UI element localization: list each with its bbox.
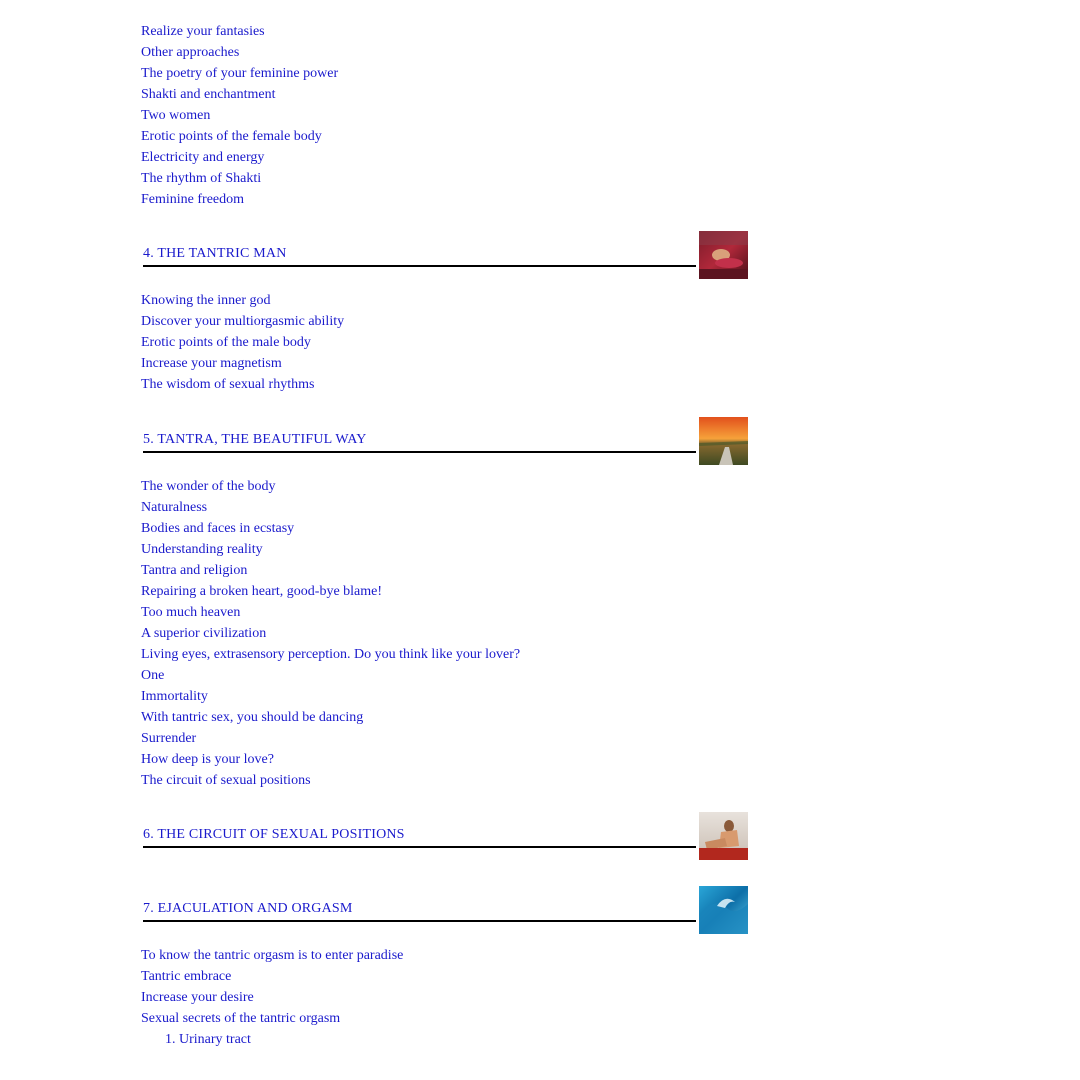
toc-link-tantric-orgasm-paradise[interactable]: To know the tantric orgasm is to enter paradise xyxy=(141,948,404,963)
toc-link-tantric-dancing[interactable]: With tantric sex, you should be dancing xyxy=(141,710,364,725)
section-heading-7-label[interactable]: 7. EJACULATION AND ORGASM xyxy=(143,901,353,916)
toc-link-surrender[interactable]: Surrender xyxy=(141,731,197,746)
toc-link-tantric-embrace[interactable]: Tantric embrace xyxy=(141,969,232,984)
toc-link-electricity-energy[interactable]: Electricity and energy xyxy=(141,150,265,165)
toc-link-shakti-enchantment[interactable]: Shakti and enchantment xyxy=(141,87,276,102)
toc-link-wisdom-sexual-rhythms[interactable]: The wisdom of sexual rhythms xyxy=(141,377,315,392)
toc-link-understanding-reality[interactable]: Understanding reality xyxy=(141,542,263,557)
section-6-thumbnail-image xyxy=(699,812,748,860)
section-heading-7 xyxy=(143,887,696,922)
toc-link-other-approaches[interactable]: Other approaches xyxy=(141,45,240,60)
toc-link-superior-civilization[interactable]: A superior civilization xyxy=(141,626,267,641)
toc-link-repairing-broken-heart[interactable]: Repairing a broken heart, good-bye blame! xyxy=(141,584,383,599)
toc-link-too-much-heaven[interactable]: Too much heaven xyxy=(141,605,241,620)
section-heading-5-label[interactable]: 5. TANTRA, THE BEAUTIFUL WAY xyxy=(143,432,367,447)
toc-link-poetry-feminine-power[interactable]: The poetry of your feminine power xyxy=(141,66,339,81)
toc-link-erotic-points-female[interactable]: Erotic points of the female body xyxy=(141,129,322,144)
section-heading-5 xyxy=(143,418,696,453)
toc-link-wonder-of-body[interactable]: The wonder of the body xyxy=(141,479,276,494)
toc-link-feminine-freedom[interactable]: Feminine freedom xyxy=(141,192,245,207)
toc-link-urinary-tract[interactable]: 1. Urinary tract xyxy=(165,1032,251,1047)
section-4-thumbnail-image xyxy=(699,231,748,279)
toc-link-immortality[interactable]: Immortality xyxy=(141,689,208,704)
toc-link-one[interactable]: One xyxy=(141,668,165,683)
toc-link-naturalness[interactable]: Naturalness xyxy=(141,500,208,515)
toc-link-bodies-faces-ecstasy[interactable]: Bodies and faces in ecstasy xyxy=(141,521,295,536)
toc-link-rhythm-shakti[interactable]: The rhythm of Shakti xyxy=(141,171,262,186)
toc-link-erotic-points-male[interactable]: Erotic points of the male body xyxy=(141,335,311,350)
toc-link-increase-magnetism[interactable]: Increase your magnetism xyxy=(141,356,282,371)
section-heading-6-label[interactable]: 6. THE CIRCUIT OF SEXUAL POSITIONS xyxy=(143,827,405,842)
section-heading-4-label[interactable]: 4. THE TANTRIC MAN xyxy=(143,246,287,261)
section-heading-4 xyxy=(143,232,696,267)
toc-link-realize-your-fantasies[interactable]: Realize your fantasies xyxy=(141,24,265,39)
toc-link-knowing-inner-god[interactable]: Knowing the inner god xyxy=(141,293,271,308)
section-5-thumbnail-image xyxy=(699,417,748,465)
toc-link-circuit-positions[interactable]: The circuit of sexual positions xyxy=(141,773,311,788)
toc-link-multiorgasmic-ability[interactable]: Discover your multiorgasmic ability xyxy=(141,314,345,329)
toc-link-how-deep-love[interactable]: How deep is your love? xyxy=(141,752,274,767)
toc-link-two-women[interactable]: Two women xyxy=(141,108,211,123)
section-heading-6 xyxy=(143,813,696,848)
toc-link-increase-desire[interactable]: Increase your desire xyxy=(141,990,254,1005)
toc-link-living-eyes[interactable]: Living eyes, extrasensory perception. Do you think like your lover? xyxy=(141,647,521,662)
toc-link-tantra-religion[interactable]: Tantra and religion xyxy=(141,563,248,578)
toc-link-sexual-secrets-orgasm[interactable]: Sexual secrets of the tantric orgasm xyxy=(141,1011,341,1026)
section-7-thumbnail-image xyxy=(699,886,748,934)
